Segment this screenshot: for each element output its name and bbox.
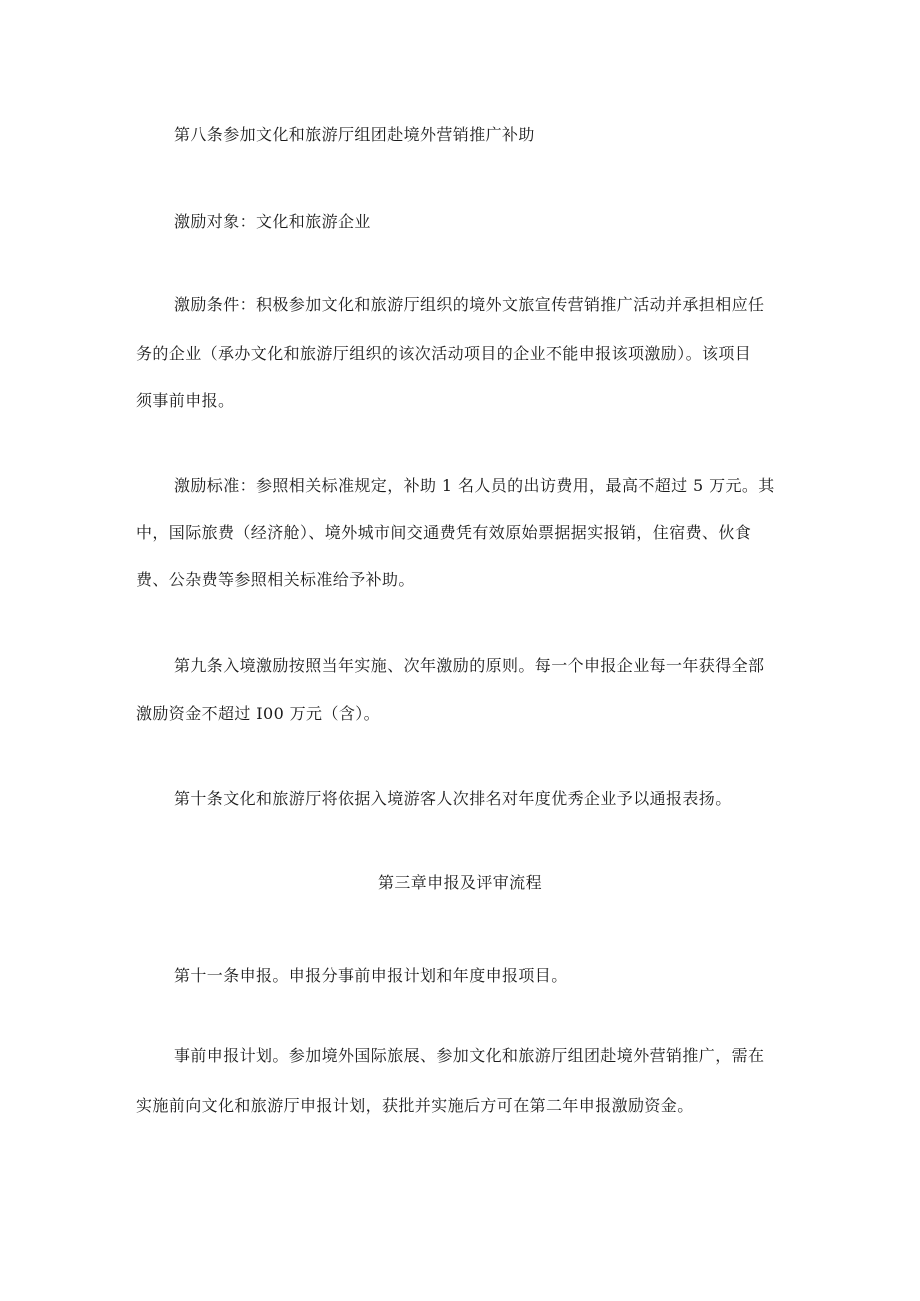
incentive-standard-line-2: 中，国际旅费（经济舱）、境外城市间交通费凭有效原始票据据实报销，住宿费、伙食	[136, 523, 752, 542]
incentive-standard-line-3: 费、公杂费等参照相关标准给予补助。	[136, 570, 415, 589]
article-8-title: 第八条参加文化和旅游厅组团赴境外营销推广补助	[174, 125, 535, 144]
incentive-conditions-line-2: 务的企业（承办文化和旅游厅组织的该次活动项目的企业不能申报该项激励）。该项目	[136, 344, 752, 363]
incentive-standard-line-1: 激励标准：参照相关标准规定，补助 1 名人员的出访费用，最高不超过 5 万元。其	[174, 476, 775, 495]
article-9-line-1: 第九条入境激励按照当年实施、次年激励的原则。每一个申报企业每一年获得全部	[174, 656, 765, 675]
incentive-conditions-line-1: 激励条件：积极参加文化和旅游厅组织的境外文旅宣传营销推广活动并承担相应任	[174, 295, 765, 314]
article-10: 第十条文化和旅游厅将依据入境游客人次排名对年度优秀企业予以通报表扬。	[174, 789, 732, 808]
incentive-conditions-line-3: 须事前申报。	[136, 391, 235, 410]
pre-declaration-line-2: 实施前向文化和旅游厅申报计划，获批并实施后方可在第二年申报激励资金。	[136, 1096, 694, 1115]
article-11: 第十一条申报。申报分事前申报计划和年度申报项目。	[174, 966, 568, 985]
pre-declaration-line-1: 事前申报计划。参加境外国际旅展、参加文化和旅游厅组团赴境外营销推广，需在	[174, 1046, 765, 1065]
chapter-3-title: 第三章申报及评审流程	[377, 873, 542, 892]
article-9-line-2: 激励资金不超过 I00 万元（含）。	[136, 704, 381, 723]
incentive-target: 激励对象：文化和旅游企业	[174, 212, 371, 231]
